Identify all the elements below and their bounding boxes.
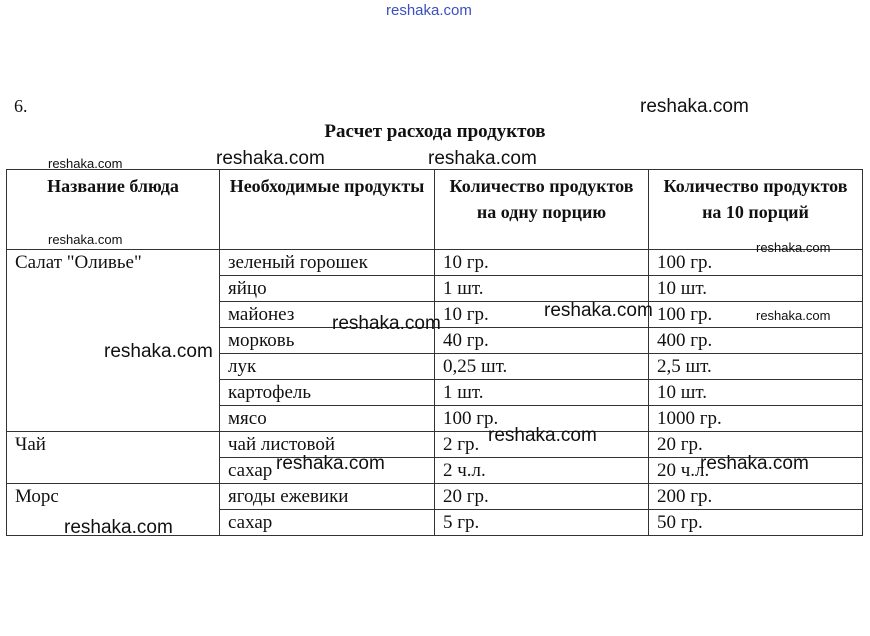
watermark: reshaka.com: [756, 240, 831, 255]
header-products: Необходимые продукты: [220, 170, 435, 250]
product-cell: зеленый горошек: [220, 250, 435, 276]
watermark: reshaka.com: [700, 453, 809, 474]
table-row: [7, 250, 863, 276]
per-portion-cell: 100 гр.: [435, 406, 649, 432]
per-portion-cell: 0,25 шт.: [435, 354, 649, 380]
watermark: reshaka.com: [64, 517, 173, 538]
per-portion-cell: 1 шт.: [435, 276, 649, 302]
watermark: reshaka.com: [756, 308, 831, 323]
watermark: reshaka.com: [332, 313, 441, 334]
per-ten-cell: 20 ч.л.: [649, 458, 863, 484]
per-portion-cell: 10 гр.: [435, 302, 649, 328]
watermark: reshaka.com: [488, 425, 597, 446]
per-portion-cell: 40 гр.: [435, 328, 649, 354]
table-row: [7, 484, 863, 510]
per-portion-cell: 10 гр.: [435, 250, 649, 276]
watermark: reshaka.com: [48, 232, 123, 247]
per-ten-cell: 50 гр.: [649, 510, 863, 536]
watermark: reshaka.com: [640, 96, 749, 117]
product-cell: майонез: [220, 302, 435, 328]
per-ten-cell: 200 гр.: [649, 484, 863, 510]
header-per-portion: Количество продуктов на одну порцию: [435, 170, 649, 250]
header-dish-name: Название блюда: [7, 170, 220, 250]
top-watermark: reshaka.com: [386, 2, 472, 19]
watermark: reshaka.com: [104, 341, 213, 362]
per-ten-cell: 100 гр.: [649, 250, 863, 276]
watermark: reshaka.com: [216, 148, 325, 169]
product-cell: сахар: [220, 510, 435, 536]
per-ten-cell: 2,5 шт.: [649, 354, 863, 380]
per-ten-cell: 10 шт.: [649, 380, 863, 406]
header-per-ten-portions: Количество продуктов на 10 порций: [649, 170, 863, 250]
product-cell: сахар: [220, 458, 435, 484]
watermark: reshaka.com: [428, 148, 537, 169]
per-portion-cell: 5 гр.: [435, 510, 649, 536]
product-cell: картофель: [220, 380, 435, 406]
dish-cell: Чай: [7, 432, 220, 484]
per-ten-cell: 1000 гр.: [649, 406, 863, 432]
per-portion-cell: 2 ч.л.: [435, 458, 649, 484]
watermark: reshaka.com: [48, 156, 123, 171]
product-cell: яйцо: [220, 276, 435, 302]
watermark: reshaka.com: [276, 453, 385, 474]
task-number: 6.: [14, 96, 28, 116]
product-cell: мясо: [220, 406, 435, 432]
per-portion-cell: 1 шт.: [435, 380, 649, 406]
dish-cell: Салат "Оливье": [7, 250, 220, 432]
per-portion-cell: 2 гр.: [435, 432, 649, 458]
product-cell: ягоды ежевики: [220, 484, 435, 510]
table-title: Расчет расхода продуктов: [324, 121, 546, 142]
product-cell: лук: [220, 354, 435, 380]
dish-cell: Морс: [7, 484, 220, 536]
per-ten-cell: 10 шт.: [649, 276, 863, 302]
watermark: reshaka.com: [544, 300, 653, 321]
per-portion-cell: 20 гр.: [435, 484, 649, 510]
per-ten-cell: 400 гр.: [649, 328, 863, 354]
per-ten-cell: 20 гр.: [649, 432, 863, 458]
product-cell: морковь: [220, 328, 435, 354]
per-ten-cell: 100 гр.: [649, 302, 863, 328]
product-cell: чай листовой: [220, 432, 435, 458]
table-header-row: [7, 170, 863, 250]
